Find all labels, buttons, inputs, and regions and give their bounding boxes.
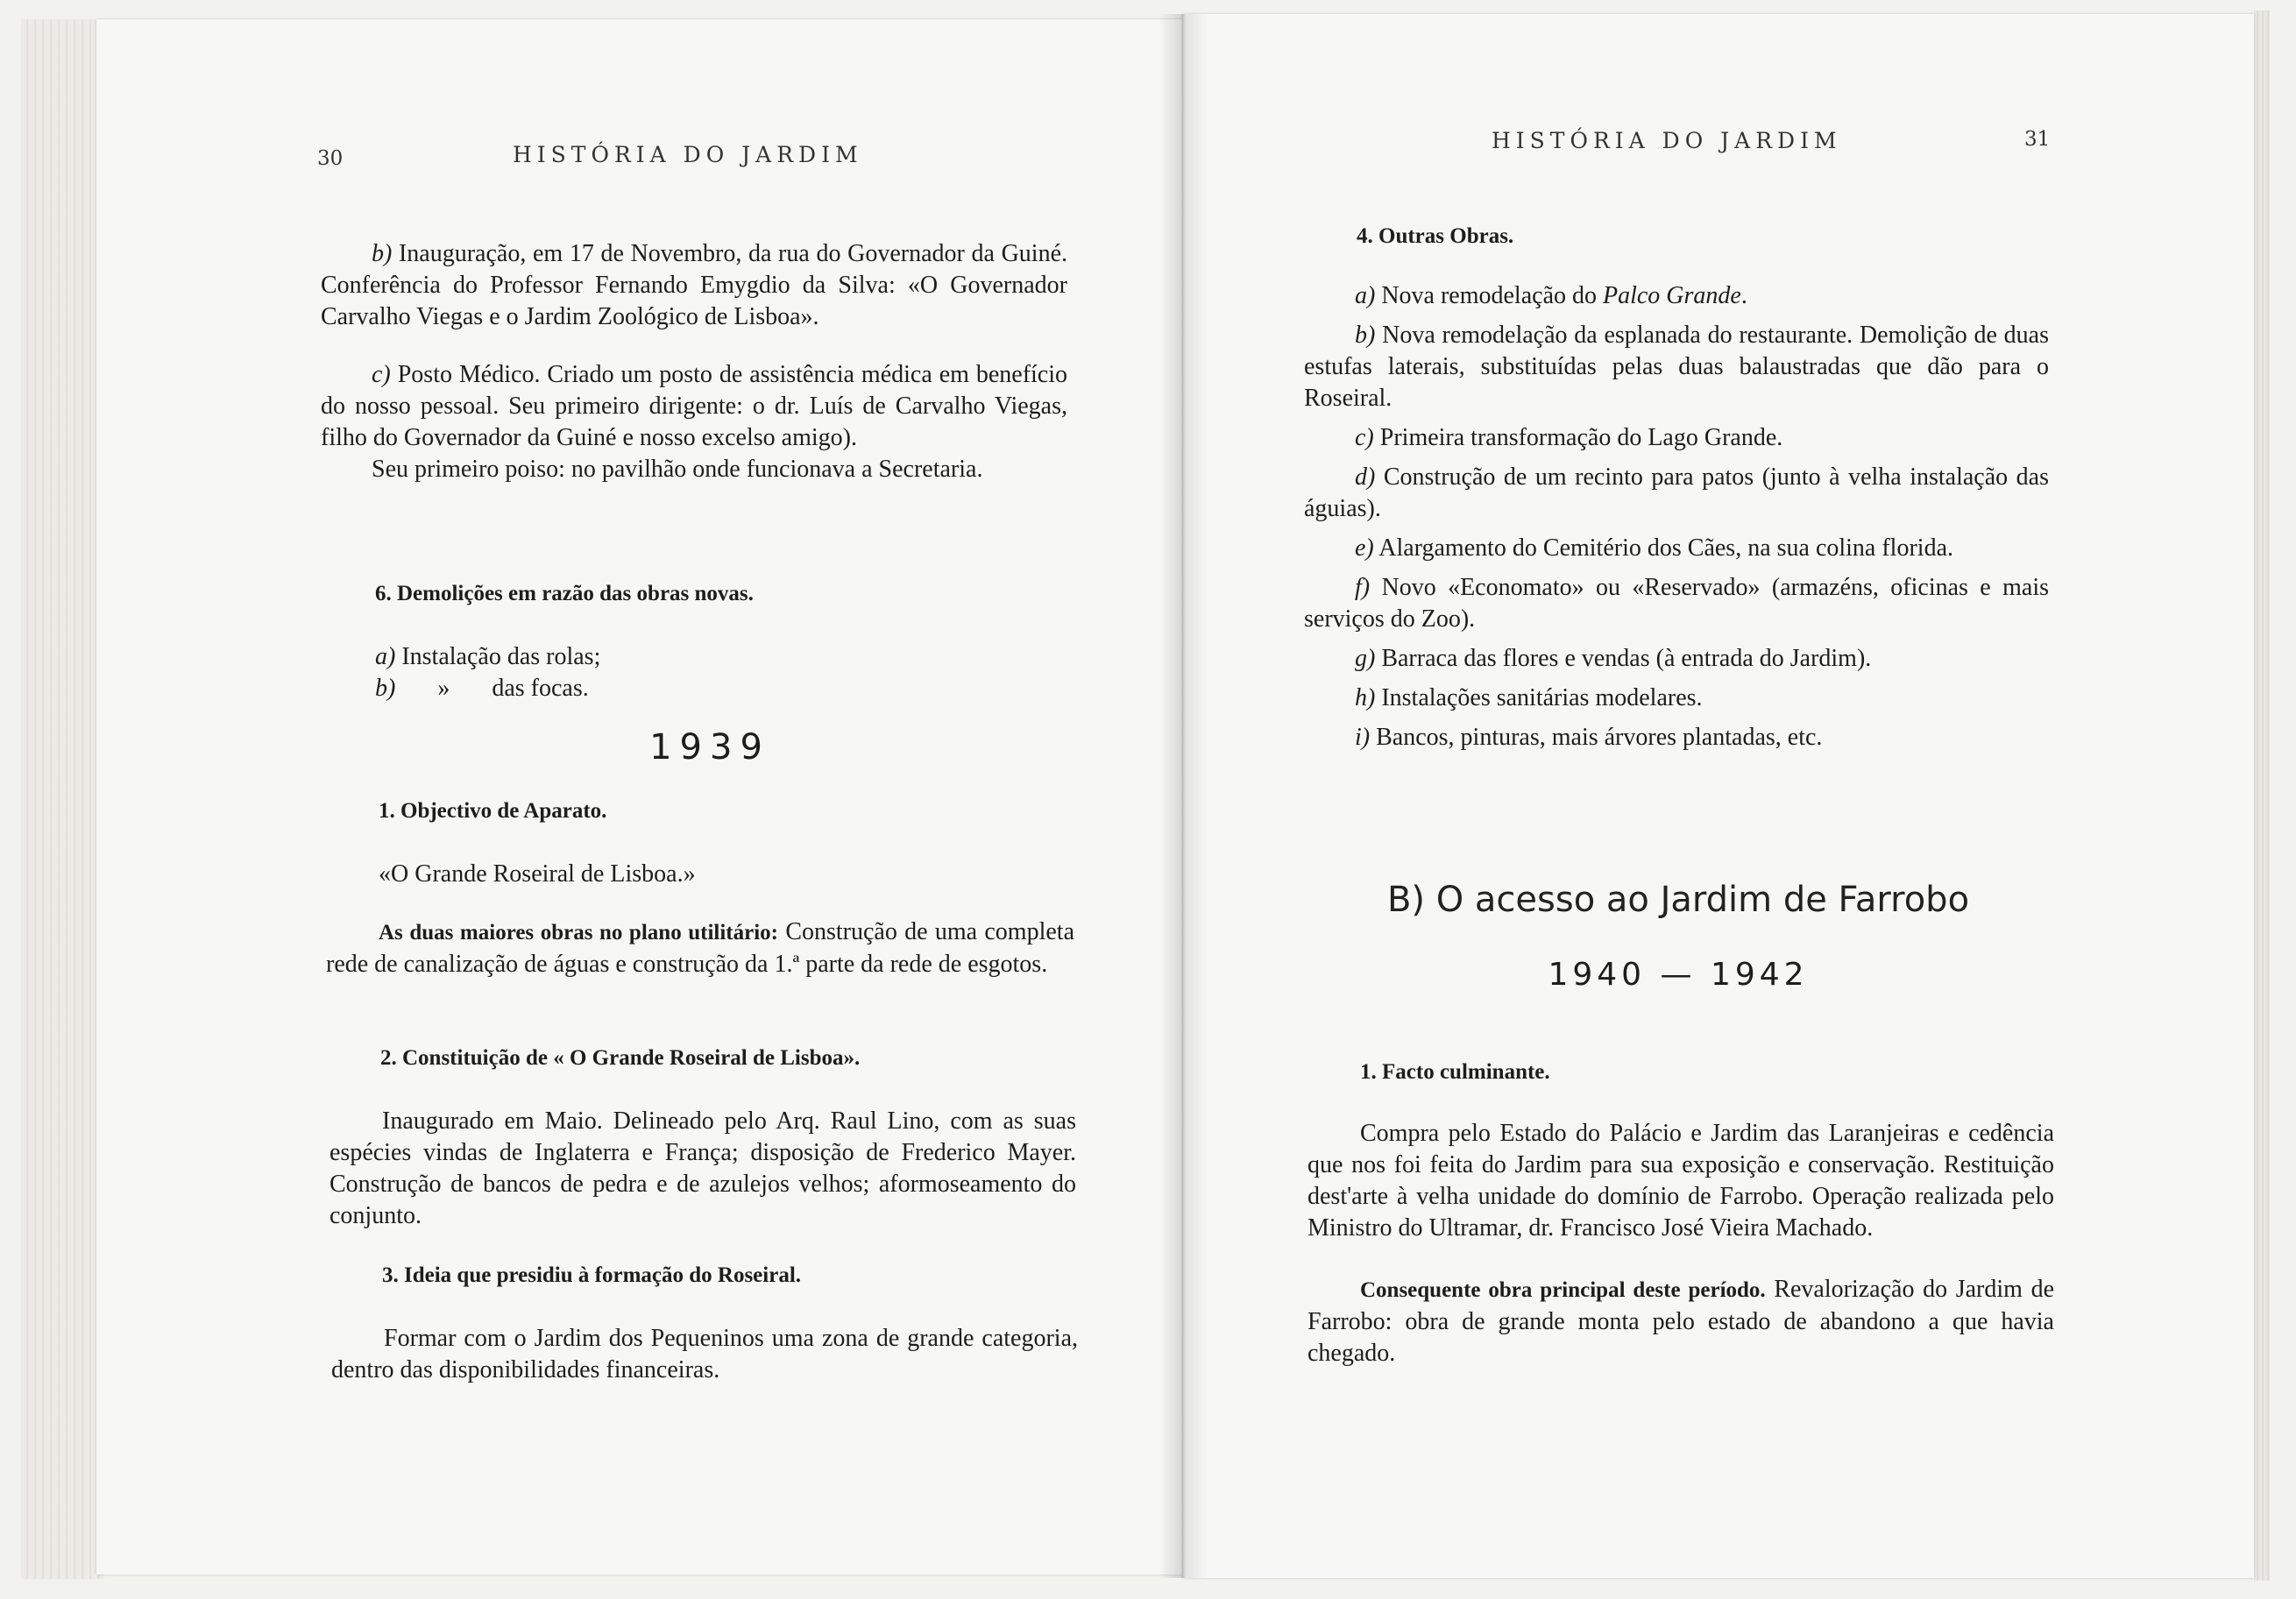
page-edges-right [2254, 11, 2270, 1581]
right-item-g: g) Barraca das flores e vendas (à entrada do Jardim). [1355, 645, 1872, 672]
right-items-list [1304, 280, 2049, 761]
right-item-h: h) Instalações sanitárias modelares. [1355, 684, 1703, 711]
left-6b-mark: b) [375, 675, 396, 702]
right-item-c: c) Primeira transformação do Lago Grande. [1355, 424, 1783, 451]
right-fact-text: Compra pelo Estado do Palácio e Jardim das Laranjeiras e cedência que nos foi feita do Jardim para sua exposição e conservação. Restituição dest'arte à velha unidade do domínio de Farrobo. Operação realizada pelo Ministro do Ultramar, dr. Francisco José Vieira Machado. [1307, 1120, 2054, 1242]
left-item-b-mark: b) [372, 240, 393, 267]
right-running-head: HISTÓRIA DO JARDIM [1492, 128, 1842, 153]
left-year-heading: 1939 [649, 727, 770, 768]
left-list-6 [375, 641, 989, 704]
right-heading-4: 4. Outras Obras. [1357, 224, 1514, 248]
left-item-c-text-2: Seu primeiro poiso: no pavilhão onde funcionava a Secretaria. [372, 456, 983, 483]
left-item-c-text: Posto Médico. Criado um posto de assistência médica em benefício do nosso pessoal. Seu primeiro dirigente: o dr. Luís de Carvalho Viegas, filho do Governador da Guiné e nosso excelso amigo). [321, 361, 1068, 451]
right-item-i: i) Bancos, pinturas, mais árvores plantadas, etc. [1355, 724, 1823, 751]
left-major-works-text: Construção de uma completa rede de canalização de águas e construção da 1.ª parte da rede de esgotos. [326, 918, 1074, 978]
left-h2-text: Inaugurado em Maio. Delineado pelo Arq. Raul Lino, com as suas espécies vindas de Inglaterra e França; disposição de Frederico Mayer. Construção de bancos de pedra e de azulejos velhos; aformoseamento do conjunto. [330, 1107, 1076, 1229]
page-edges-left [21, 19, 104, 1579]
left-item-c [321, 359, 1067, 485]
right-consequence-label: Consequente obra principal deste período. [1360, 1278, 1766, 1302]
left-major-works-label: As duas maiores obras no plano utilitário: [379, 921, 778, 945]
right-item-e: e) Alargamento do Cemitério dos Cães, na sua colina florida. [1355, 534, 1953, 562]
left-h3-para [331, 1323, 1078, 1386]
left-heading-3: 3. Ideia que presidiu à formação do Roseiral. [382, 1263, 802, 1287]
right-item-a: a) Nova remodelação do Palco Grande. [1355, 282, 1747, 309]
right-page-number: 31 [2024, 128, 2051, 151]
left-h1-text: «O Grande Roseiral de Lisboa.» [379, 860, 696, 888]
right-item-b: b) Nova remodelação da esplanada do restaurante. Demolição de duas estufas laterais, substituídas pelas duas balaustradas que dão para o Roseiral. [1304, 322, 2050, 412]
left-6a-mark: a) [375, 643, 396, 670]
left-running-head: HISTÓRIA DO JARDIM [513, 142, 863, 167]
left-major-works [326, 916, 1074, 980]
book-gutter [1159, 14, 1208, 1578]
right-section-title: B) O acesso ao Jardim de Farrobo [1386, 880, 1970, 920]
right-years-heading: 1940 — 1942 [1548, 957, 1809, 993]
right-fact-para [1307, 1118, 2054, 1244]
left-heading-6: 6. Demolições em razão das obras novas. [375, 582, 754, 605]
left-page-number: 30 [317, 147, 344, 170]
right-item-d: d) Construção de um recinto para patos (junto à velha instalação das águias). [1304, 463, 2050, 522]
right-consequence-text: Revalorização do Jardim de Farrobo: obra de grande monta pelo estado de abandono a que havia chegado. [1307, 1276, 2054, 1367]
left-item-b-text: Inauguração, em 17 de Novembro, da rua do Governador da Guiné. Conferência do Professor Fernando Emygdio da Silva: «O Governador Carvalho Viegas e o Jardim Zoológico de Lisboa». [321, 240, 1067, 330]
left-h3-text: Formar com o Jardim dos Pequeninos uma zona de grande categoria, dentro das disponibilidades financeiras. [331, 1325, 1078, 1383]
right-item-f: f) Novo «Economato» ou «Reservado» (armazéns, oficinas e mais serviços do Zoo). [1304, 574, 2049, 633]
left-item-c-mark: c) [372, 361, 391, 388]
left-6b-ditto: » [437, 675, 450, 702]
left-6b-text: das focas. [492, 675, 589, 702]
left-h2-para [330, 1106, 1076, 1232]
left-item-b [321, 238, 1067, 333]
right-consequence-para [1307, 1274, 2054, 1369]
left-heading-1: 1. Objectivo de Aparato. [379, 799, 607, 823]
left-heading-2: 2. Constituição de « O Grande Roseiral de Lisboa». [380, 1046, 861, 1070]
left-6a-text: Instalação das rolas; [401, 643, 601, 670]
right-heading-1: 1. Facto culminante. [1360, 1060, 1550, 1084]
